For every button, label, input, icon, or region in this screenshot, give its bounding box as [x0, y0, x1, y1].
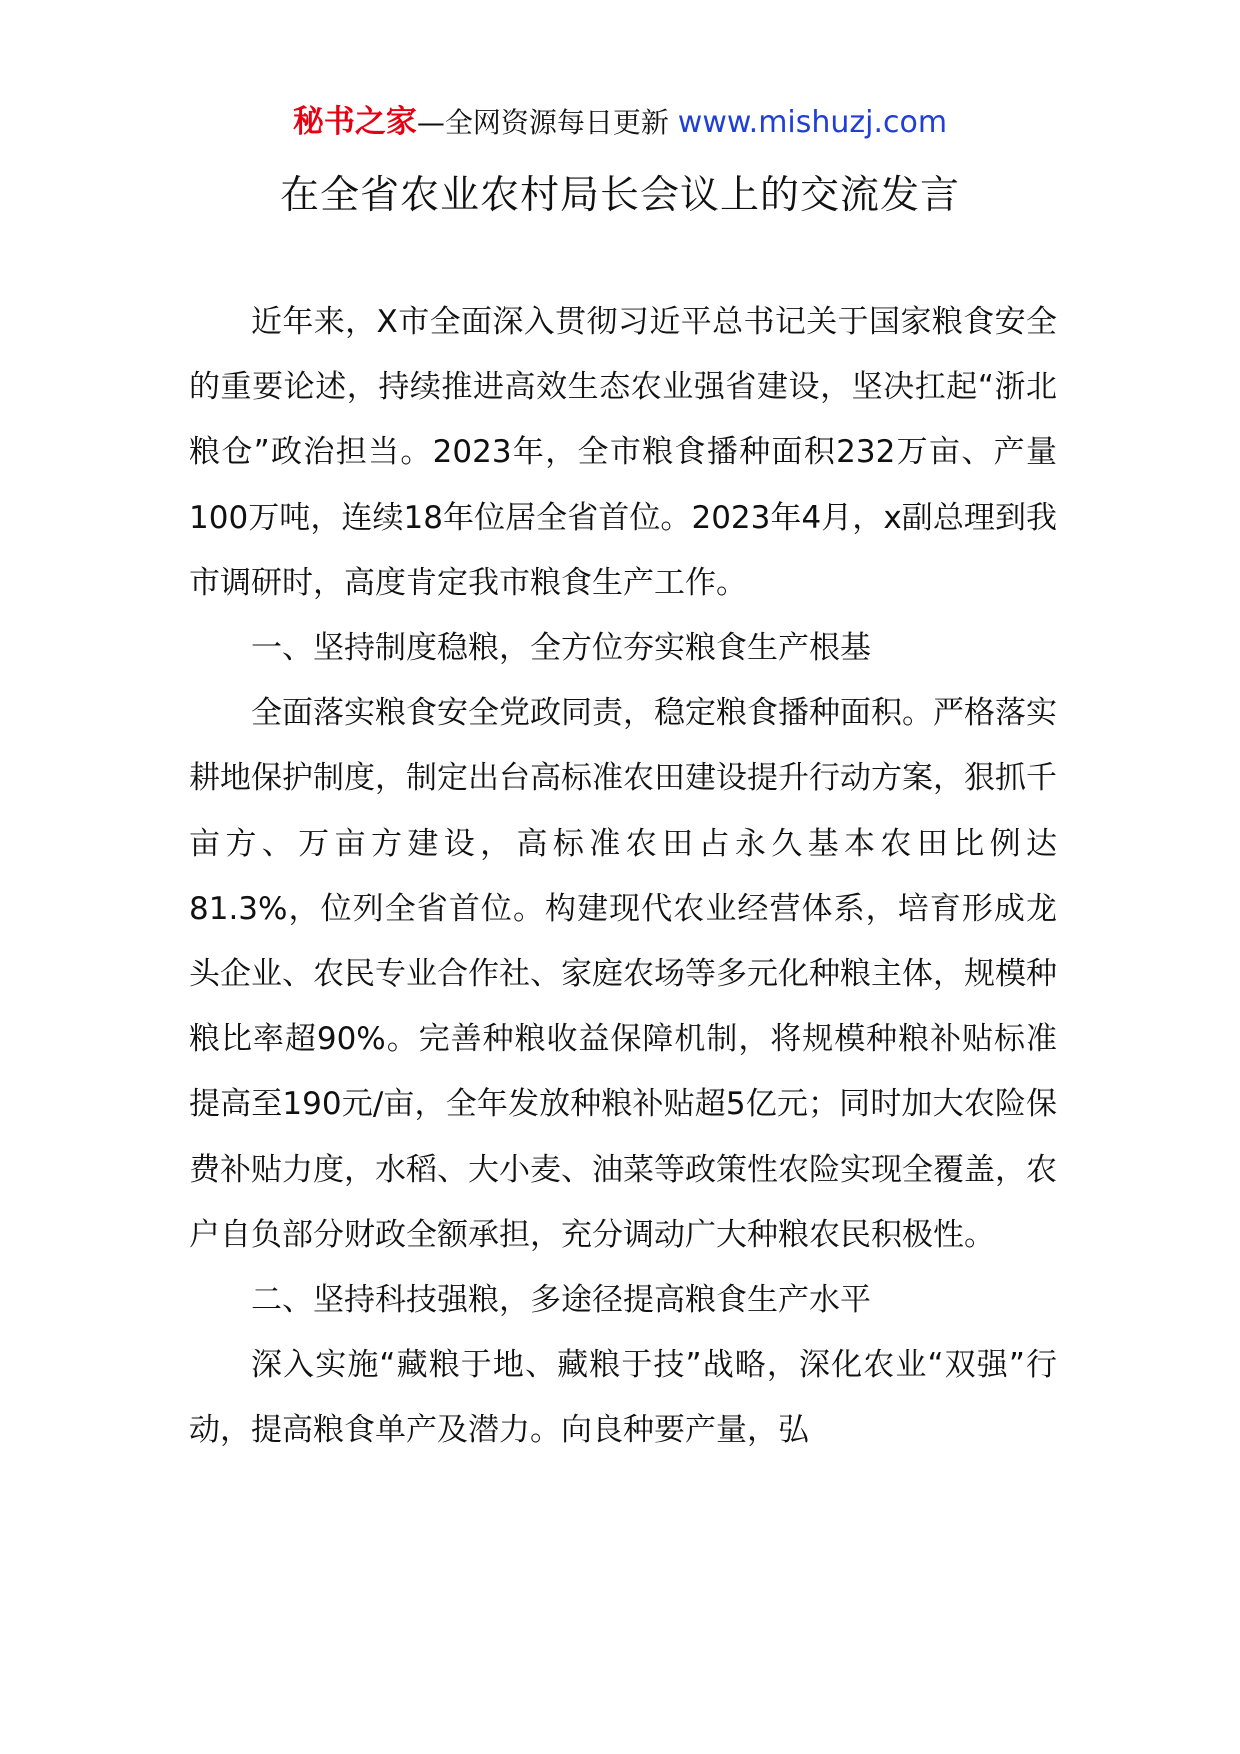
paragraph-section-2: 深入实施“藏粮于地、藏粮于技”战略，深化农业“双强”行动，提高粮食单产及潜力。向良种要产量，弘 — [189, 1347, 1057, 1449]
section-heading-1: 一、坚持制度稳粮，全方位夯实粮食生产根基 — [251, 630, 871, 667]
site-brand: 秘书之家 — [292, 104, 417, 140]
site-tagline: —全网资源每日更新 — [416, 106, 678, 139]
site-header — [0, 100, 1240, 145]
paragraph-intro: 近年来，X市全面深入贯彻习近平总书记关于国家粮食安全的重要论述，持续推进高效生态农业强省建设，坚决扛起“浙北粮仓”政治担当。2023年，全市粮食播种面积232万亩、产量100万吨，连续18年位居全省首位。2023年4月，x副总理到我市调研时，高度肯定我市粮食生产工作。 — [189, 304, 1057, 601]
site-url[interactable]: www.mishuzj.com — [677, 105, 948, 140]
paragraph-section-1: 全面落实粮食安全党政同责，稳定粮食播种面积。严格落实耕地保护制度，制定出台高标准农田建设提升行动方案，狠抓千亩方、万亩方建设，高标准农田占永久基本农田比例达81.3%，位列全省首位。构建现代农业经营体系，培育形成龙头企业、农民专业合作社、家庭农场等多元化种粮主体，规模种粮比率超90%。完善种粮收益保障机制，将规模种粮补贴标准提高至190元/亩，全年发放种粮补贴超5亿元；同时加大农险保费补贴力度，水稻、大小麦、油菜等政策性农险实现全覆盖，农户自负部分财政全额承担，充分调动广大种粮农民积极性。 — [189, 695, 1057, 1253]
section-heading-2: 二、坚持科技强粮，多途径提高粮食生产水平 — [251, 1282, 871, 1319]
document-title: 在全省农业农村局长会议上的交流发言 — [279, 173, 960, 218]
document-body — [189, 290, 1057, 1464]
